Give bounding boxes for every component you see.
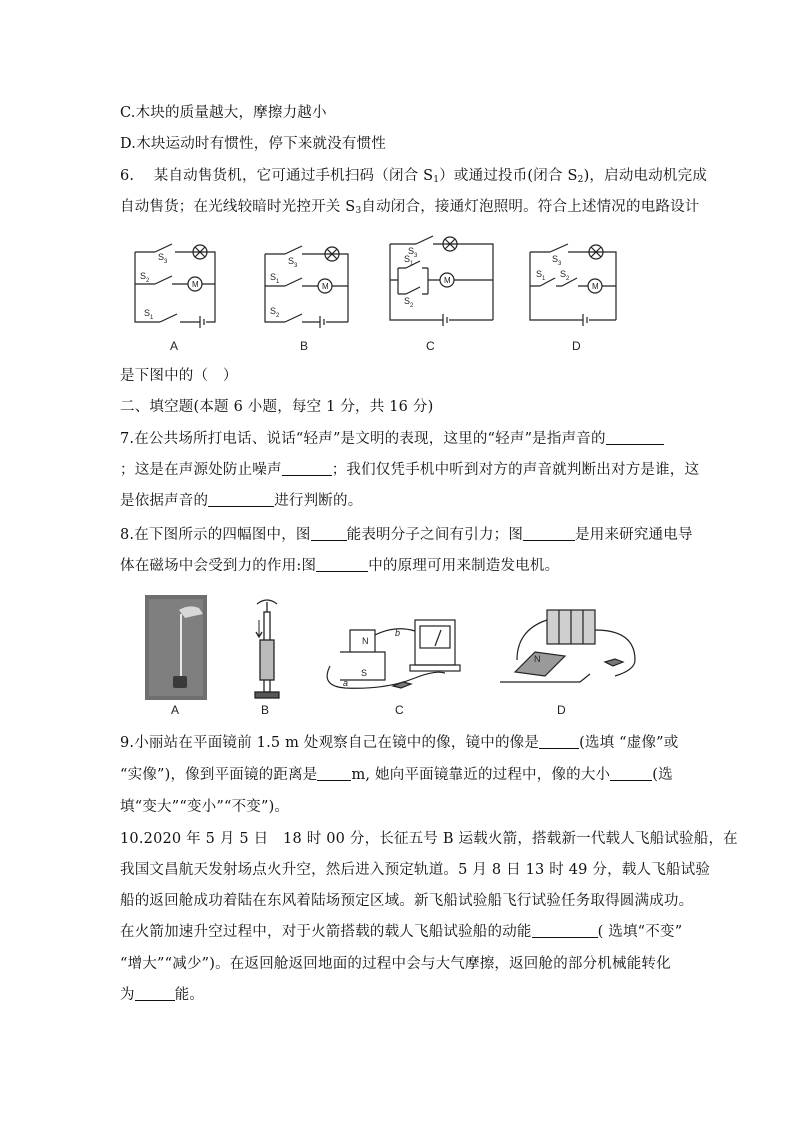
q8-figures bbox=[135, 590, 655, 720]
q10-line5: “增大”“减少”)。在返回舱返回地面的过程中会与大气摩擦，返回舱的部分机械能转化 bbox=[120, 956, 671, 972]
q10-line2: 我国文昌航天发射场点火升空，然后进入预定轨道。5 月 8 日 13 时 49 分，载人飞船试验 bbox=[120, 862, 711, 878]
option-d: D.木块运动时有惯性，停下来就没有惯性 bbox=[120, 136, 387, 152]
figure-d bbox=[500, 610, 635, 682]
circuit-label-d: D bbox=[572, 339, 581, 353]
q10-line1: 10.2020 年 5 月 5 日 18 时 00 分，长征五号 B 运载火箭，搭载新一代载人飞船试验船，在 bbox=[120, 831, 738, 847]
svg-text:a: a bbox=[343, 678, 349, 688]
circuit-label-a: A bbox=[170, 339, 179, 353]
svg-text:1: 1 bbox=[276, 279, 280, 285]
svg-text:3: 3 bbox=[294, 263, 298, 269]
option-c: C.木块的质量越大，摩擦力越小 bbox=[120, 105, 327, 121]
svg-text:N: N bbox=[534, 654, 541, 664]
q7-line1: 7.在公共场所打电话、说话“轻声”是文明的表现，这里的“轻声”是指声音的 bbox=[120, 429, 664, 449]
figure-label-a: A bbox=[171, 703, 180, 717]
q9-blank-3[interactable] bbox=[610, 766, 652, 781]
figure-label-d: D bbox=[557, 703, 566, 717]
svg-text:S: S bbox=[270, 272, 277, 282]
svg-text:S: S bbox=[408, 246, 415, 256]
svg-text:M: M bbox=[592, 282, 599, 291]
svg-text:3: 3 bbox=[558, 261, 562, 267]
svg-text:S: S bbox=[404, 296, 411, 306]
q10-line4: 在火箭加速升空过程中，对于火箭搭载的载人飞船试验船的动能 ( 选填“不变” bbox=[120, 924, 683, 940]
svg-text:2: 2 bbox=[276, 313, 280, 319]
q7-blank-2[interactable] bbox=[282, 461, 332, 476]
q9-blank-1[interactable] bbox=[539, 734, 579, 749]
svg-text:M: M bbox=[192, 280, 199, 289]
figure-b bbox=[255, 600, 279, 698]
svg-text:S: S bbox=[288, 256, 295, 266]
svg-text:S: S bbox=[404, 254, 411, 264]
svg-text:M: M bbox=[444, 276, 451, 285]
q9-line2: “实像”)，像到平面镜的距离是 m, 她向平面镜靠近的过程中，像的大小 (选 bbox=[120, 767, 673, 783]
circuit-d bbox=[530, 244, 616, 326]
q6-line3: 是下图中的（ ） bbox=[120, 368, 238, 384]
circuit-label-c: C bbox=[426, 339, 435, 353]
figure-label-b: B bbox=[261, 703, 270, 717]
circuit-diagrams bbox=[120, 232, 680, 362]
q7-line2: ；这是在声源处防止噪声 ；我们仅凭手机中听到对方的声音就判断出对方是谁，这 bbox=[120, 462, 700, 478]
q8-blank-1[interactable] bbox=[311, 526, 347, 541]
circuit-label-b: B bbox=[300, 339, 309, 353]
q7-blank-1[interactable] bbox=[606, 430, 664, 445]
svg-text:S: S bbox=[361, 668, 368, 678]
q8-blank-3[interactable] bbox=[316, 557, 368, 572]
q8-line1: 8.在下图所示的四幅图中，图 能表明分子之间有引力；图 是用来研究通电导 bbox=[120, 527, 693, 543]
section-heading: 二、填空题(本题 6 小题，每空 1 分，共 16 分) bbox=[120, 399, 434, 415]
svg-text:3: 3 bbox=[414, 253, 418, 259]
q9-line1: 9.小丽站在平面镜前 1.5 m 处观察自己在镜中的像，镜中的像是 (选填 “虚像”或 bbox=[120, 735, 679, 751]
svg-text:S: S bbox=[536, 269, 543, 279]
svg-text:1: 1 bbox=[150, 315, 154, 321]
q7-blank-3[interactable] bbox=[208, 492, 274, 507]
svg-text:S: S bbox=[552, 254, 559, 264]
svg-text:N: N bbox=[362, 636, 369, 646]
q10-blank-1[interactable] bbox=[532, 923, 598, 938]
svg-text:1: 1 bbox=[542, 276, 546, 282]
svg-text:1: 1 bbox=[410, 261, 414, 267]
q9-blank-2[interactable] bbox=[317, 766, 351, 781]
svg-text:S: S bbox=[560, 269, 567, 279]
svg-text:3: 3 bbox=[164, 259, 168, 265]
figure-label-c: C bbox=[395, 703, 404, 717]
svg-text:S: S bbox=[270, 306, 277, 316]
svg-text:S: S bbox=[140, 271, 147, 281]
svg-text:2: 2 bbox=[410, 303, 414, 309]
svg-text:b: b bbox=[395, 628, 401, 638]
q7-line3: 是依据声音的 进行判断的。 bbox=[120, 493, 363, 509]
svg-text:M: M bbox=[322, 282, 329, 291]
q8-line2: 体在磁场中会受到力的作用:图 中的原理可用来制造发电机。 bbox=[120, 558, 560, 574]
figure-a bbox=[145, 595, 207, 700]
q10-line6: 为 能。 bbox=[120, 987, 205, 1003]
q6-line1: 6. 某自动售货机，它可通过手机扫码（闭合 $S_1$）或通过投币(闭合 $S_2$)，启动电动机完成 bbox=[120, 168, 708, 185]
svg-text:2: 2 bbox=[146, 278, 150, 284]
svg-text:S: S bbox=[158, 252, 165, 262]
q9-line3: 填“变大”“变小”“不变”)。 bbox=[120, 799, 290, 815]
q10-line3: 船的返回舱成功着陆在东风着陆场预定区域。新飞船试验船飞行试验任务取得圆满成功。 bbox=[120, 893, 694, 909]
q6-line2: 自动售货；在光线较暗时光控开关 $S_3$自动闭合，接通灯泡照明。符合上述情况的电路设计 bbox=[120, 199, 700, 216]
circuit-c bbox=[390, 236, 493, 326]
q10-blank-2[interactable] bbox=[135, 986, 175, 1001]
svg-text:S: S bbox=[144, 308, 151, 318]
q8-blank-2[interactable] bbox=[523, 526, 575, 541]
svg-text:2: 2 bbox=[566, 276, 570, 282]
